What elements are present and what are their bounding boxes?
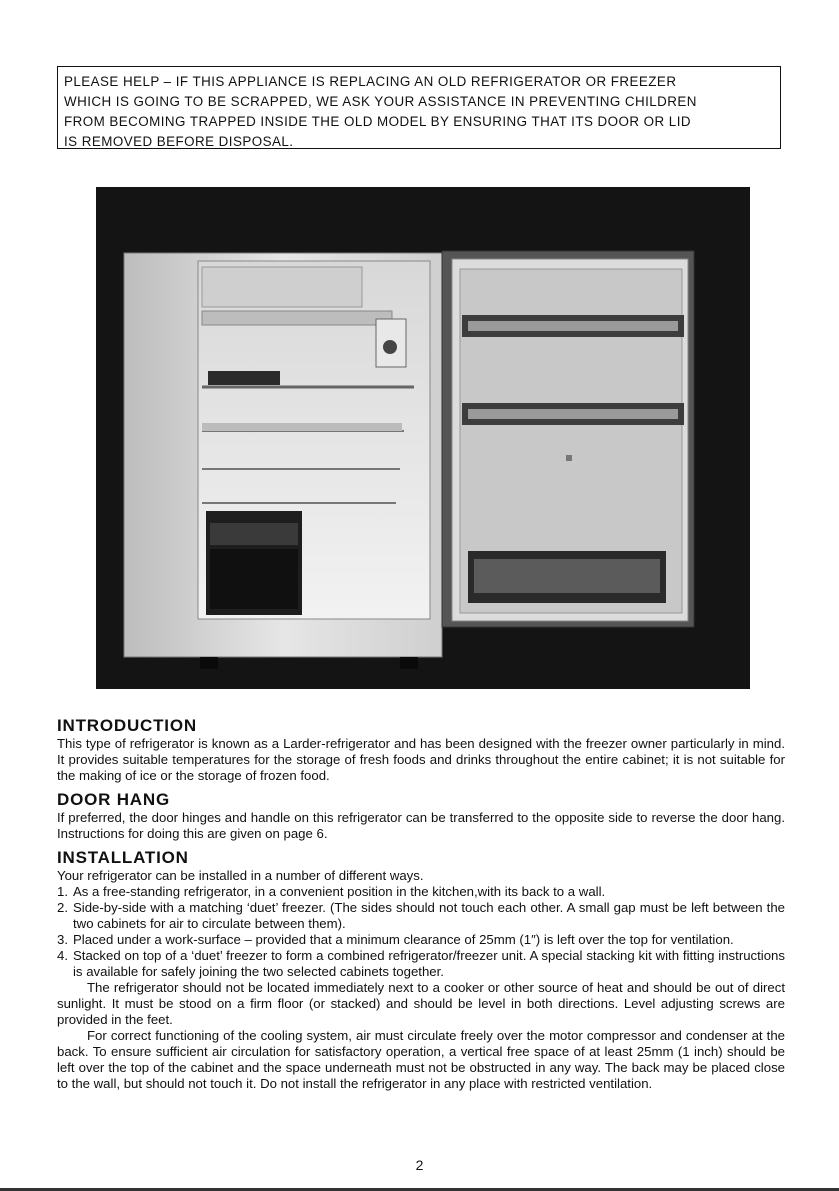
- installation-intro: Your refrigerator can be installed in a number of different ways.: [57, 868, 424, 883]
- introduction-heading: INTRODUCTION: [57, 716, 197, 735]
- list-item-number: 2.: [57, 900, 68, 915]
- warning-line: PLEASE HELP – IF THIS APPLIANCE IS REPLACING AN OLD REFRIGERATOR OR FREEZER: [64, 74, 677, 89]
- refrigerator-illustration: [96, 187, 750, 689]
- list-item: [57, 948, 785, 980]
- warning-line: IS REMOVED BEFORE DISPOSAL.: [64, 134, 294, 149]
- open-door: [442, 251, 694, 627]
- list-item-text: Side-by-side with a matching ‘duet’ freezer. (The sides should not touch each other. A small gap must be left between the two cabinets for air to circulate between them).: [73, 900, 785, 931]
- warning-line: FROM BECOMING TRAPPED INSIDE THE OLD MODEL BY ENSURING THAT ITS DOOR OR LID: [64, 114, 691, 129]
- cabinet-body: [124, 253, 442, 669]
- installation-options-list: [57, 884, 785, 980]
- warning-line: WHICH IS GOING TO BE SCRAPPED, WE ASK YOUR ASSISTANCE IN PREVENTING CHILDREN: [64, 94, 697, 109]
- introduction-text: This type of refrigerator is known as a Larder-refrigerator and has been designed with the freezer owner particularly in mind. It provides suitable temperatures for the storage of fresh foods and drinks throughout the entire cabinet; it is not suitable for the making of ice or the storage of frozen food.: [57, 736, 785, 783]
- list-item-text: As a free-standing refrigerator, in a convenient position in the kitchen,with its back to a wall.: [73, 884, 606, 899]
- list-item: [57, 900, 785, 932]
- ventilation-paragraph: For correct functioning of the cooling system, air must circulate freely over the motor compressor and condenser at the back. To ensure sufficient air circulation for satisfactory operation, a vertical free space of at least 25mm (1 inch) should be left over the top of the cabinet and the space underneath must not be obstructed in any way. The back may be placed close to the wall, but should not touch it. Do not install the refrigerator in any place with restricted ventilation.: [57, 1028, 785, 1091]
- list-item-text: Stacked on top of a ‘duet’ freezer to form a combined refrigerator/freezer unit. A special stacking kit with fitting instructions is available for safely joining the two selected cabinets together.: [73, 948, 785, 979]
- refrigerator-photo: [96, 187, 750, 689]
- door-hang-text: If preferred, the door hinges and handle on this refrigerator can be transferred to the opposite side to reverse the door hang. Instructions for doing this are given on page 6.: [57, 810, 785, 841]
- installation-heading: INSTALLATION: [57, 848, 189, 867]
- door-hang-section: [57, 790, 785, 842]
- list-item: [57, 884, 785, 900]
- location-paragraph: The refrigerator should not be located immediately next to a cooker or other source of heat and should be out of direct sunlight. It must be stood on a firm floor (or stacked) and should be level in both directions. Level adjusting screws are provided in the feet.: [57, 980, 785, 1027]
- list-item: [57, 932, 785, 948]
- list-item-number: 3.: [57, 932, 68, 947]
- installation-section: [57, 848, 785, 1092]
- document-body: [57, 716, 785, 1098]
- page-number: 2: [415, 1157, 424, 1173]
- list-item-number: 1.: [57, 884, 68, 899]
- door-hang-heading: DOOR HANG: [57, 790, 170, 809]
- disposal-warning-box: [57, 66, 781, 149]
- list-item-number: 4.: [57, 948, 68, 963]
- list-item-text: Placed under a work-surface – provided that a minimum clearance of 25mm (1″) is left over the top for ventilation.: [73, 932, 734, 947]
- introduction-section: [57, 716, 785, 784]
